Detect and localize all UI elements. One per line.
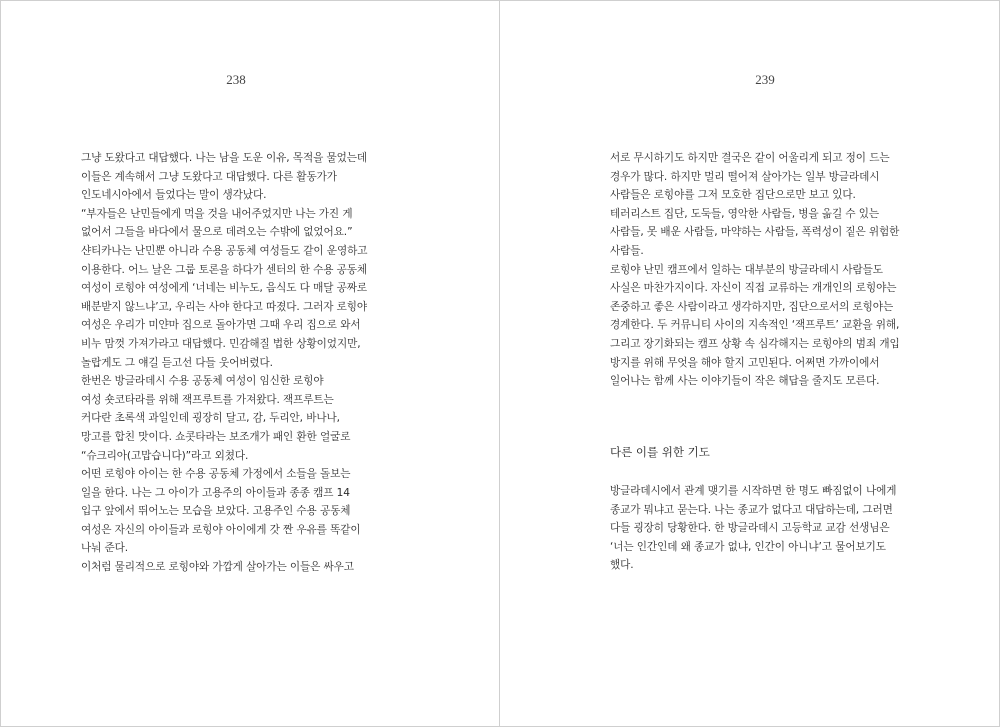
body-text xyxy=(610,149,900,391)
text-line: 경우가 많다. 하지만 멀리 떨어져 살아가는 일부 방글라데시 xyxy=(610,170,880,183)
text-line: 나눠 준다. xyxy=(81,542,129,555)
body-text xyxy=(610,482,896,575)
text-line: 여성 숏코타라를 위해 잭프루트를 가져왔다. 잭프루트는 xyxy=(81,393,334,406)
text-line: 일을 한다. 나는 그 아이가 고용주의 아이들과 종종 캠프 14 xyxy=(81,486,350,499)
text-line: 인도네시아에서 들었다는 말이 생각났다. xyxy=(81,189,267,202)
text-line: 샨티카나는 난민뿐 아니라 수용 공동체 여성들도 같이 운영하고 xyxy=(81,244,368,257)
text-line: 방지를 위해 무엇을 해야 할지 고민된다. 어쩌면 가까이에서 xyxy=(610,356,880,369)
text-line: 경계한다. 두 커뮤니티 사이의 지속적인 ‘잭프루트’ 교환을 위해, xyxy=(610,319,900,332)
text-line: 망고를 합친 맛이다. 쇼콧타라는 보조개가 패인 환한 얼굴로 xyxy=(81,430,351,443)
text-line: 이용한다. 어느 날은 그룹 토론을 하다가 센터의 한 수용 공동체 xyxy=(81,263,368,276)
text-line: 그리고 장기화되는 캠프 상황 속 심각해지는 로힝야의 범죄 개입 xyxy=(610,337,900,350)
text-line: 다들 굉장히 당황한다. 한 방글라데시 고등학교 교감 선생님은 xyxy=(610,522,890,535)
text-line: 했다. xyxy=(610,559,634,572)
right-page xyxy=(501,1,999,726)
text-line: 없어서 그들을 바다에서 물으로 데려오는 수밖에 없었어요.” xyxy=(81,226,353,239)
text-line: 여성은 우리가 미얀마 집으로 돌아가면 그때 우리 집으로 와서 xyxy=(81,319,361,332)
text-line: 방글라데시에서 관계 맺기를 시작하면 한 명도 빠짐없이 나에게 xyxy=(610,485,897,497)
page-number: 238 xyxy=(226,72,246,87)
text-line: 이처럼 물리적으로 로힝야와 가깝게 살아가는 이들은 싸우고 xyxy=(81,561,354,574)
text-line: 배분받지 않느냐’고, 우리는 사야 한다고 따졌다. 그러자 로힝야 xyxy=(81,300,368,313)
text-line: 놀랍게도 그 얘길 듣고선 다들 웃어버렸다. xyxy=(81,356,273,369)
text-line: 입구 앞에서 뛰어노는 모습을 보았다. 고용주인 수용 공동체 xyxy=(81,505,351,518)
body-text xyxy=(81,149,367,577)
text-line: 사람들은 로힝야를 그저 모호한 집단으로만 보고 있다. xyxy=(610,189,856,202)
text-line: 사람들. xyxy=(610,244,644,257)
text-line: 종교가 뭐냐고 묻는다. 나는 종교가 없다고 대답하는데, 그러면 xyxy=(610,503,893,516)
text-line: 커다란 초록색 과일인데 굉장히 달고, 감, 두리안, 바나나, xyxy=(81,412,340,425)
text-line: 여성은 자신의 아이들과 로힝야 아이에게 갓 짠 우유를 똑같이 xyxy=(81,523,361,536)
text-line: 존중하고 좋은 사람이라고 생각하지만, 집단으로서의 로힝야는 xyxy=(610,300,894,313)
text-line: 서로 무시하기도 하지만 결국은 같이 어울리게 되고 정이 드는 xyxy=(610,152,890,164)
text-line: 그냥 도왔다고 대답했다. 나는 남을 도운 이유, 목적을 물었는데 xyxy=(81,152,368,164)
text-line: 사실은 마찬가지이다. 자신이 직접 교류하는 개개인의 로힝야는 xyxy=(610,282,897,295)
text-line: 이들은 계속해서 그냥 도왔다고 대답했다. 다른 활동가가 xyxy=(81,170,337,183)
text-line: 테러리스트 집단, 도둑들, 영악한 사람들, 병을 옮길 수 있는 xyxy=(610,207,880,220)
text-line: 비누 맘껏 가져가라고 대답했다. 민감해질 법한 상황이었지만, xyxy=(81,337,361,350)
text-line: ‘너는 인간인데 왜 종교가 없냐, 인간이 아니냐’고 물어보기도 xyxy=(610,540,886,553)
text-line: 어떤 로힝야 아이는 한 수용 공동체 가정에서 소들을 돌보는 xyxy=(81,468,351,481)
page-number: 239 xyxy=(755,72,775,87)
left-page xyxy=(1,1,500,726)
text-line: 로힝야 난민 캠프에서 일하는 대부분의 방글라데시 사람들도 xyxy=(610,263,883,276)
text-line: 일어나는 함께 사는 이야기들이 작은 해답을 줄지도 모른다. xyxy=(610,375,880,388)
text-line: 한번은 방글라데시 수용 공동체 여성이 임신한 로힝야 xyxy=(81,375,324,388)
text-line: 사람들, 못 배운 사람들, 마약하는 사람들, 폭력성이 짙은 위험한 xyxy=(610,226,900,239)
text-line: “슈크리아(고맙습니다)”라고 외쳤다. xyxy=(81,449,249,462)
text-line: 여성이 로힝야 여성에게 ‘너네는 비누도, 음식도 다 매달 공짜로 xyxy=(81,282,368,295)
section-heading: 다른 이를 위한 기도 xyxy=(610,445,710,459)
text-line: “부자들은 난민들에게 먹을 것을 내어주었지만 나는 가진 게 xyxy=(81,207,353,220)
